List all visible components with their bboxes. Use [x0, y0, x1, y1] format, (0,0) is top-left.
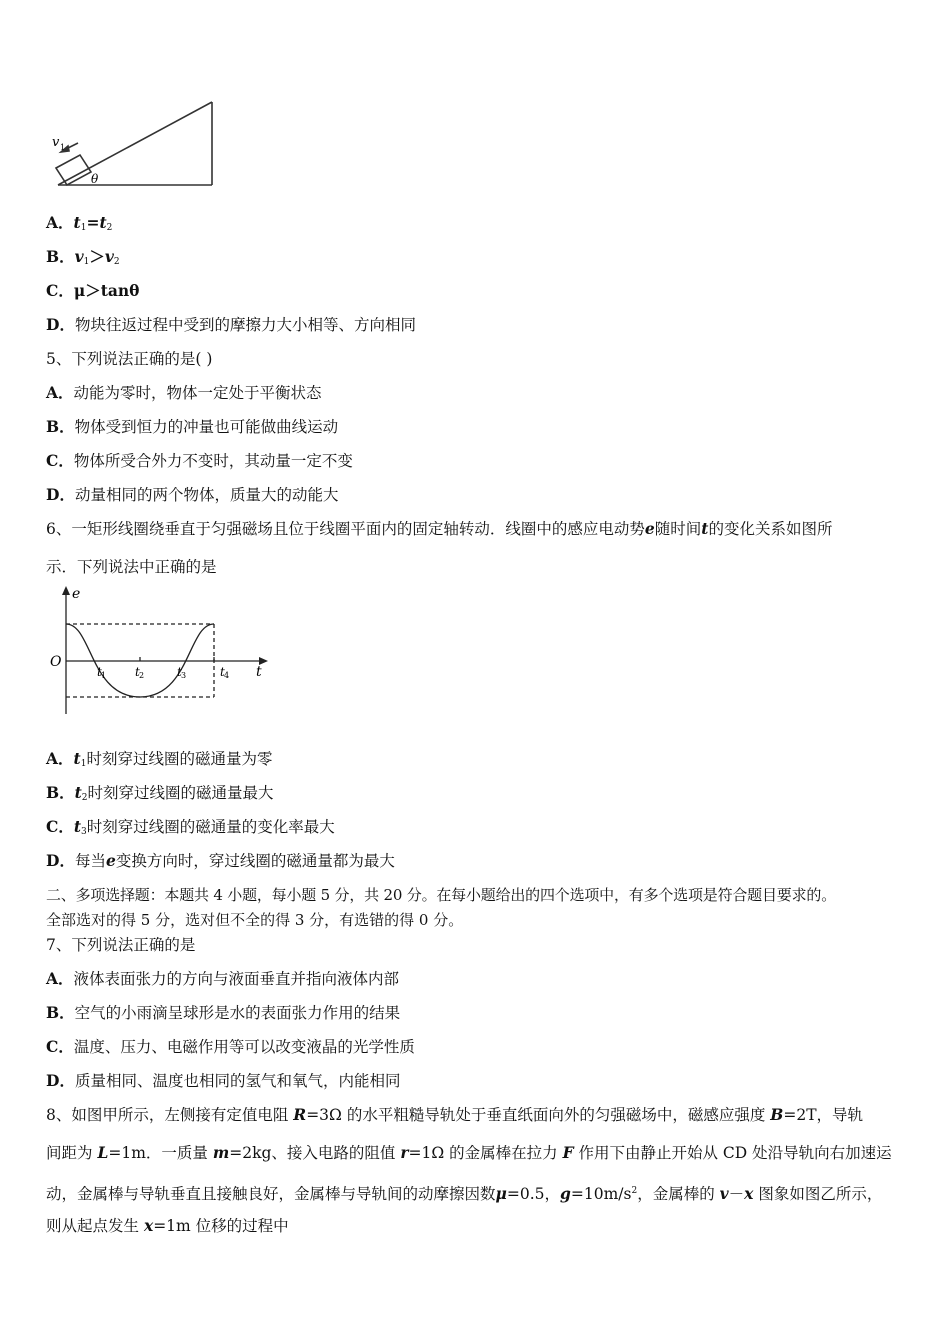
q5-option-a[interactable]	[46, 383, 322, 403]
option-text: 动能为零时，物体一定处于平衡状态	[73, 384, 322, 402]
option-label: A．	[46, 969, 74, 988]
q6-option-c[interactable]	[46, 817, 335, 842]
incline-slope	[58, 102, 212, 185]
option-label: D．	[46, 851, 75, 870]
superscript: 2	[631, 1186, 638, 1196]
q6-stem	[46, 519, 832, 539]
var: x	[143, 1216, 154, 1235]
subscript: 2	[113, 257, 120, 267]
section-2-instructions-line2: 全部选对的得 5 分，选对但不全的得 3 分，有选错的得 0 分。	[46, 911, 464, 929]
emf-time-graph	[44, 584, 274, 716]
stem-text: =1Ω 的金属棒在拉力	[408, 1144, 563, 1162]
option-label: A．	[46, 383, 74, 402]
option-label: B．	[46, 783, 75, 802]
section-2-instructions: 二、多项选择题：本题共 4 小题，每小题 5 分，共 20 分。在每小题给出的四个选项中，有多个选项是符合题目要求的。	[46, 886, 836, 904]
velocity-label: v	[52, 135, 60, 150]
stem-text: =10m/s	[570, 1185, 632, 1203]
stem-text: －	[728, 1185, 745, 1203]
var: t	[73, 749, 81, 768]
op: ＞	[89, 247, 105, 266]
subscript: 1	[83, 257, 90, 267]
var: e	[644, 519, 655, 538]
var: B	[770, 1105, 784, 1124]
q5-option-d[interactable]	[46, 485, 338, 505]
option-label: A．	[46, 749, 74, 768]
t1-sub: 1	[101, 671, 107, 680]
option-text: 物体受到恒力的冲量也可能做曲线运动	[74, 418, 339, 436]
stem-text: 的变化关系如图所	[708, 520, 833, 538]
option-text: 时刻穿过线圈的磁通量的变化率最大	[86, 818, 335, 836]
var: e	[105, 851, 116, 870]
var: t	[74, 783, 82, 802]
option-text: 动量相同的两个物体，质量大的动能大	[74, 486, 339, 504]
q8-stem-line3	[46, 1181, 882, 1204]
q7-option-b[interactable]	[46, 1003, 400, 1023]
stem-text: 图象如图乙所示，	[753, 1185, 883, 1203]
q4-option-c[interactable]	[46, 281, 140, 301]
y-axis-arrow	[62, 586, 70, 595]
t4-sub: 4	[224, 671, 230, 680]
option-text: 温度、压力、电磁作用等可以改变液晶的光学性质	[73, 1038, 415, 1056]
var: F	[562, 1143, 574, 1162]
option-text: 物块往返过程中受到的摩擦力大小相等、方向相同	[74, 316, 416, 334]
q5-stem: 5、下列说法正确的是( )	[46, 350, 213, 368]
option-text: μ＞tanθ	[73, 281, 140, 300]
t2-sub: 2	[139, 671, 145, 680]
t3-label: t	[177, 665, 182, 679]
var: t	[73, 817, 82, 836]
q4-option-a[interactable]	[46, 213, 112, 238]
option-text: 时刻穿过线圈的磁通量为零	[86, 750, 273, 768]
option-text: 物体所受合外力不变时，其动量一定不变	[73, 452, 353, 470]
stem-text: 8、如图甲所示，左侧接有定值电阻	[46, 1106, 294, 1124]
stem-text: 随时间	[654, 520, 702, 538]
origin-label: O	[50, 654, 62, 670]
option-label: C．	[46, 817, 74, 836]
q5-option-b[interactable]	[46, 417, 338, 437]
t2-label: t	[135, 665, 140, 679]
q6-option-a[interactable]	[46, 749, 272, 774]
stem-text: =2T，导轨	[783, 1106, 864, 1124]
stem-text: =0.5，	[506, 1185, 561, 1203]
q7-option-a[interactable]	[46, 969, 399, 989]
q6-stem-line2: 示．下列说法中正确的是	[46, 558, 217, 576]
incline-figure	[44, 96, 224, 192]
var: t	[701, 519, 709, 538]
option-label: D．	[46, 315, 75, 334]
stem-text: 则从起点发生	[46, 1217, 144, 1235]
option-label: B．	[46, 247, 75, 266]
var: m	[212, 1143, 230, 1162]
stem-text: 间距为	[46, 1144, 98, 1162]
q6-option-b[interactable]	[46, 783, 274, 808]
q8-stem-line1	[46, 1105, 863, 1125]
var: v	[74, 247, 84, 266]
option-label: D．	[46, 1071, 75, 1090]
q4-option-b[interactable]	[46, 247, 120, 272]
option-text: 液体表面张力的方向与液面垂直并指向液体内部	[73, 970, 400, 988]
option-label: A．	[46, 213, 74, 232]
stem-text: 作用下由静止开始从 CD 处沿导轨向右加速运	[573, 1144, 892, 1162]
var: g	[560, 1184, 571, 1203]
t1-label: t	[97, 665, 102, 679]
option-label: C．	[46, 451, 74, 470]
var: R	[293, 1105, 307, 1124]
var: L	[97, 1143, 109, 1162]
stem-text: =1m．一质量	[108, 1144, 213, 1162]
angle-label: θ	[91, 172, 99, 186]
q7-option-c[interactable]	[46, 1037, 415, 1057]
op: =	[86, 213, 100, 232]
var: t	[73, 213, 81, 232]
velocity-sub: 1	[60, 143, 66, 152]
option-text: 空气的小雨滴呈球形是水的表面张力作用的结果	[74, 1004, 401, 1022]
stem-text: =2kg、接入电路的阻值	[229, 1144, 401, 1162]
q8-stem-line2	[46, 1143, 892, 1163]
var: r	[400, 1143, 409, 1162]
var: t	[99, 213, 107, 232]
q7-stem: 7、下列说法正确的是	[46, 936, 196, 954]
var: x	[744, 1184, 754, 1203]
var: v	[719, 1184, 729, 1203]
option-text: 每当	[74, 852, 106, 870]
var: v	[104, 247, 114, 266]
option-text: 质量相同、温度也相同的氢气和氧气，内能相同	[74, 1072, 401, 1090]
q7-option-d[interactable]	[46, 1071, 400, 1091]
subscript: 3	[81, 827, 87, 837]
stem-text: =3Ω 的水平粗糙导轨处于垂直纸面向外的匀强磁场中，磁感应强度	[306, 1106, 771, 1124]
option-label: D．	[46, 485, 75, 504]
option-label: B．	[46, 1003, 75, 1022]
stem-text: =1m 位移的过程中	[153, 1217, 289, 1235]
stem-text: ，金属棒的	[637, 1185, 720, 1203]
subscript: 2	[106, 223, 113, 233]
q8-stem-line4	[46, 1216, 289, 1236]
option-label: C．	[46, 1037, 74, 1056]
q6-option-d[interactable]	[46, 851, 395, 871]
stem-text: 动，金属棒与导轨垂直且接触良好，金属棒与导轨间的动摩擦因数	[46, 1185, 496, 1203]
option-text: 时刻穿过线圈的磁通量最大	[87, 784, 274, 802]
q5-option-c[interactable]	[46, 451, 353, 471]
y-axis-label: e	[72, 586, 81, 602]
q4-option-d[interactable]	[46, 315, 416, 335]
var: μ	[495, 1184, 507, 1203]
stem-text: 6、一矩形线圈绕垂直于匀强磁场且位于线圈平面内的固定轴转动．线圈中的感应电动势	[46, 520, 645, 538]
subscript: 1	[80, 759, 87, 769]
x-axis-label: t	[256, 664, 262, 680]
t4-label: t	[220, 665, 225, 679]
subscript: 1	[80, 223, 87, 233]
option-text: 变换方向时，穿过线圈的磁通量都为最大	[115, 852, 395, 870]
option-label: B．	[46, 417, 75, 436]
option-label: C．	[46, 281, 74, 300]
t3-sub: 3	[181, 671, 187, 680]
subscript: 2	[81, 793, 88, 803]
